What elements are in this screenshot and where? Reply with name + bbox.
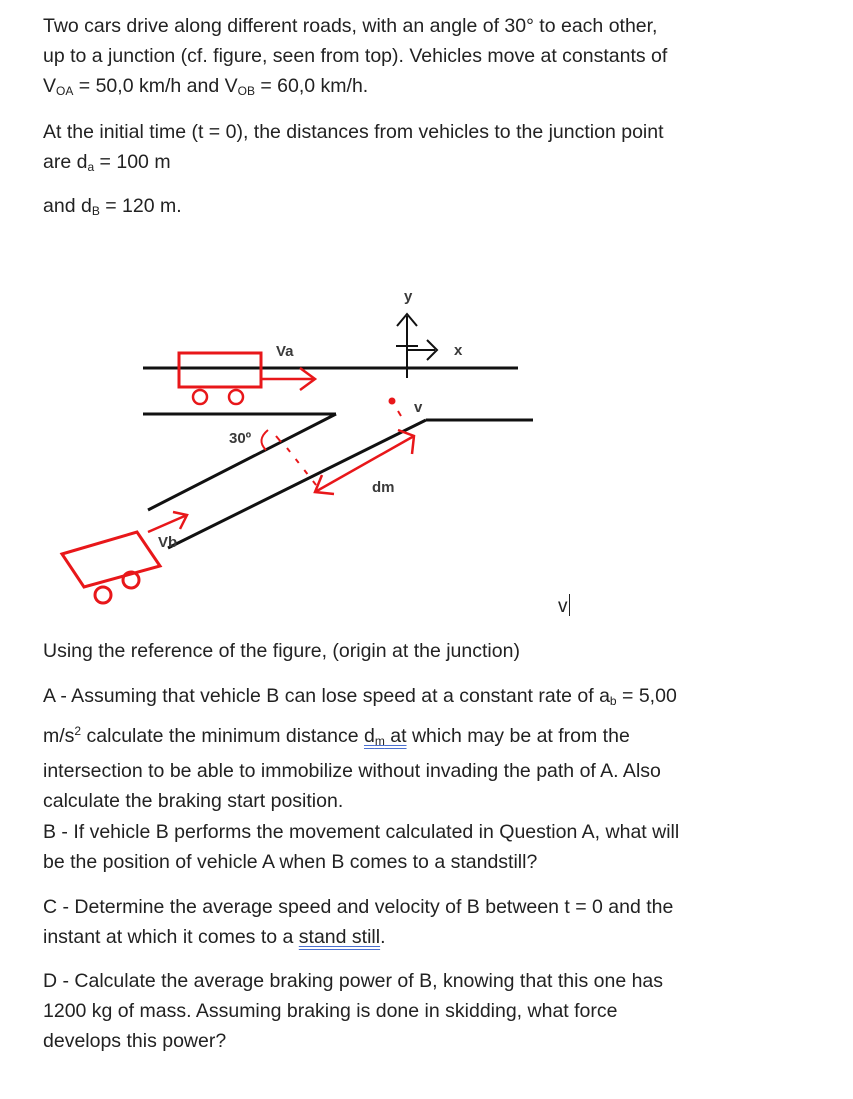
label-x: x <box>454 342 463 359</box>
reference-text: Using the reference of the figure, (origin at the junction) <box>43 640 520 662</box>
velocity-a-arrow <box>262 368 315 390</box>
question-c-line-2-prefix: instant at which it comes to a <box>43 926 299 948</box>
velocity-a-value: = 50,0 km/h and <box>73 75 225 97</box>
question-a-line-4: calculate the braking start position. <box>43 790 344 812</box>
angle-arc <box>261 430 268 450</box>
question-c-line-1: C - Determine the average speed and velocity of B between t = 0 and the <box>43 896 674 918</box>
velocity-a-subscript: OA <box>56 84 74 98</box>
vehicle-a <box>179 353 261 404</box>
distance-a-prefix: are d <box>43 151 88 173</box>
label-va: Va <box>276 343 294 360</box>
dashed-perpendicular <box>287 448 320 490</box>
dm-arrow <box>315 430 414 494</box>
label-y: y <box>404 288 413 305</box>
question-a-dm-term <box>364 725 407 747</box>
distance-a-subscript: a <box>87 160 95 174</box>
question-a-line-3: intersection to be able to immobilize without invading the path of A. Also <box>43 760 661 782</box>
question-a <box>43 681 813 816</box>
question-a-accel-value: = 5,00 <box>616 685 677 707</box>
distance-b-prefix: and d <box>43 195 92 217</box>
question-d-line-1: D - Calculate the average braking power of B, knowing that this one has <box>43 970 664 992</box>
distance-a-value: = 100 m <box>94 151 171 173</box>
intro-line-2: up to a junction (cf. figure, seen from top). Vehicles move at constants of <box>43 45 668 67</box>
stray-text-cursor <box>558 592 570 622</box>
label-dm: dm <box>372 479 395 496</box>
intro-line-1: Two cars drive along different roads, with an angle of 30° to each other, <box>43 15 658 37</box>
question-d-line-3: develops this power? <box>43 1030 227 1052</box>
intro-paragraph <box>43 11 813 106</box>
question-a-unit-exponent: 2 <box>74 724 82 738</box>
reference-paragraph <box>43 636 813 666</box>
velocity-b-symbol: V <box>224 75 238 97</box>
question-d-line-2: 1200 kg of mass. Assuming braking is done in skidding, what force <box>43 1000 618 1022</box>
initial-conditions-paragraph <box>43 117 813 182</box>
velocity-b-arrow <box>148 512 187 532</box>
label-v: v <box>414 399 423 416</box>
question-a-accel-subscript: b <box>609 694 617 708</box>
question-c <box>43 892 813 952</box>
road-b-upper-edge <box>148 414 336 510</box>
vehicle-b <box>62 532 160 603</box>
question-a-dm-symbol: d <box>363 725 375 747</box>
distance-b-subscript: B <box>91 204 100 218</box>
question-b-line-1: B - If vehicle B performs the movement calculated in Question A, what will <box>43 821 680 843</box>
distance-b-value: = 120 m. <box>99 195 182 217</box>
angle-tick <box>276 436 281 442</box>
velocity-b-value: = 60,0 km/h. <box>254 75 369 97</box>
text-caret <box>569 594 570 616</box>
junction-figure <box>0 270 853 620</box>
junction-point-marker <box>389 398 396 405</box>
stray-text: v <box>558 596 568 617</box>
question-a-line-2-mid: calculate the minimum distance <box>81 725 364 747</box>
label-vb: Vb <box>158 534 178 551</box>
question-a-unit: m/s <box>43 725 75 747</box>
question-b <box>43 817 813 877</box>
question-c-standstill: stand still <box>298 926 381 948</box>
question-b-line-2: be the position of vehicle A when B comes to a standstill? <box>43 851 538 873</box>
junction-dash <box>398 411 401 416</box>
question-c-line-2-suffix: . <box>380 926 386 948</box>
question-a-dm-subscript: m <box>374 734 385 748</box>
label-angle: 30º <box>229 430 252 447</box>
velocity-b-subscript: OB <box>237 84 255 98</box>
initial-line-1: At the initial time (t = 0), the distances from vehicles to the junction point <box>43 121 664 143</box>
question-a-at: at <box>384 725 407 747</box>
question-d <box>43 966 813 1056</box>
velocity-a-symbol: V <box>43 75 57 97</box>
distance-b-paragraph <box>43 191 813 226</box>
question-a-line-2-suffix: which may be at from the <box>406 725 630 747</box>
question-a-line-1: A - Assuming that vehicle B can lose speed at a constant rate of a <box>43 685 610 707</box>
